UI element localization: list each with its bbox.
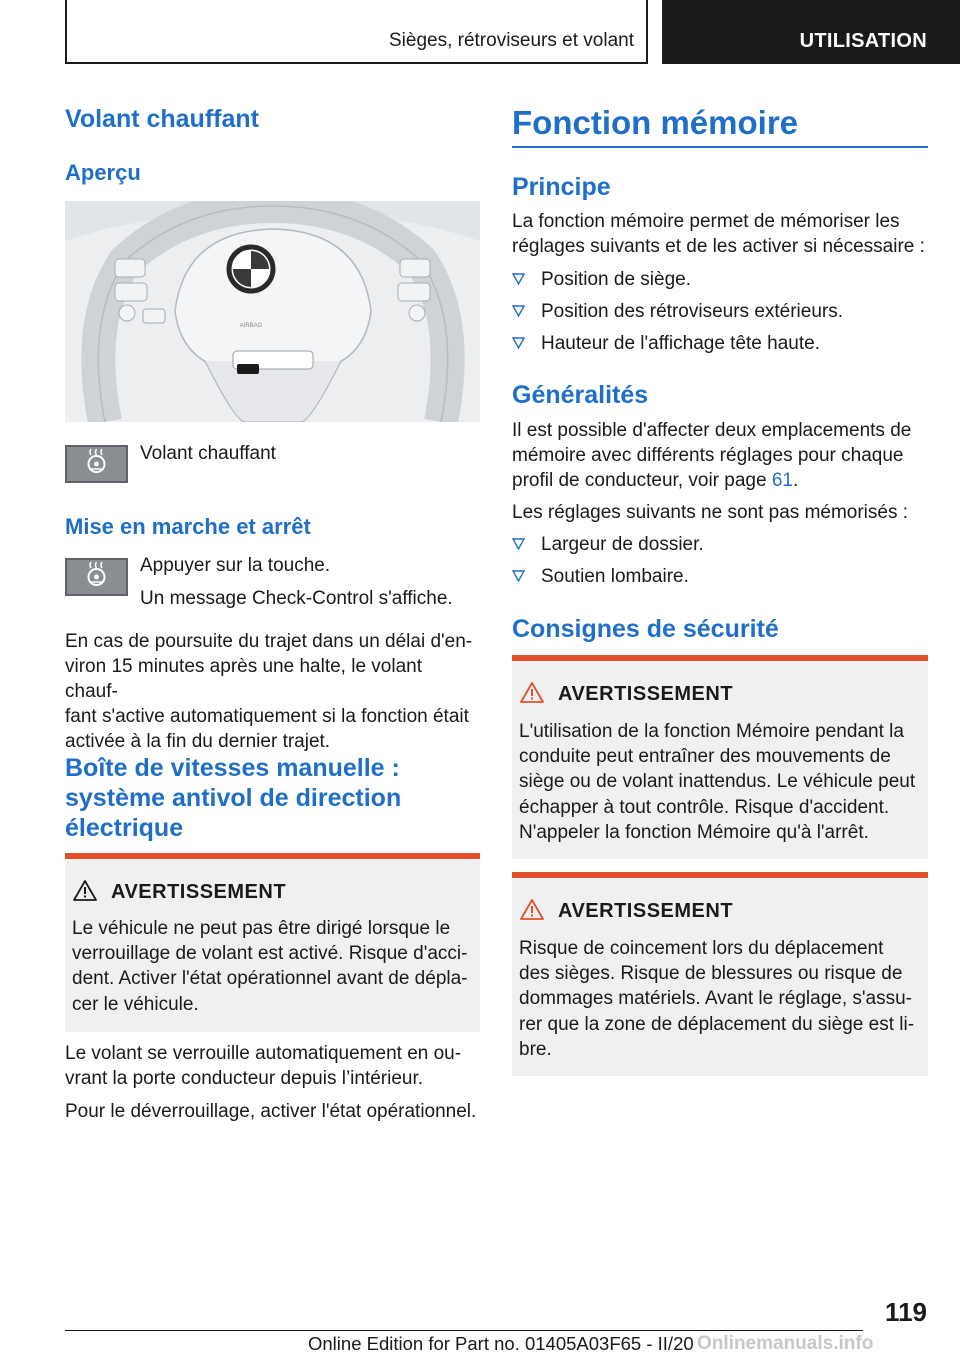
paragraph-line: En cas de poursuite du trajet dans un délai d'en-: [65, 631, 473, 652]
header-chapter-tab: [662, 0, 960, 64]
warning-box-antivol: [65, 853, 480, 1032]
paragraph-principe: [512, 209, 928, 259]
bullet-triangle-icon: [512, 538, 525, 550]
header-section-title: Sièges, rétroviseurs et volant: [388, 30, 634, 51]
paragraph-line: Il est possible d'affecter deux emplacements de: [512, 420, 912, 441]
list-item-text: Position des rétroviseurs extérieurs.: [541, 301, 844, 322]
warning-title: AVERTISSEMENT: [111, 881, 287, 903]
footer-rule: [65, 1330, 863, 1331]
warning-line: dent. Activer l'état opérationnel avant de dépla-: [72, 968, 468, 990]
heading-mise-en-marche: Mise en marche et arrêt: [65, 514, 311, 539]
header-section-box: [65, 0, 648, 64]
warning-triangle-icon: [73, 879, 97, 901]
heading-line: électrique: [65, 814, 184, 842]
paragraph-generalites: [512, 418, 928, 493]
paragraph-non-memorises: Les réglages suivants ne sont pas mémorisés :: [512, 502, 909, 523]
text-check-control: Un message Check-Control s'affiche.: [140, 588, 453, 609]
warning-line: des sièges. Risque de blessures ou risque de: [519, 963, 903, 985]
heading-consignes: Consignes de sécurité: [512, 615, 779, 643]
paragraph-line: viron 15 minutes après une halte, le volant chauf-: [65, 656, 422, 702]
heading-line: système antivol de direction: [65, 784, 402, 812]
heated-steering-wheel-key-icon: [65, 558, 128, 596]
steering-wheel-illustration: [65, 201, 480, 422]
heading-fonction-memoire: Fonction mémoire: [512, 104, 799, 141]
paragraph-line: fant s'active automatiquement si la fonction était: [65, 706, 469, 727]
warning-text: [72, 916, 472, 1017]
paragraph-text: .: [792, 470, 799, 491]
warning-line: Le véhicule ne peut pas être dirigé lorsque le: [72, 918, 451, 939]
page-number: 119: [885, 1297, 927, 1327]
warning-line: N'appeler la fonction Mémoire qu'à l'arrêt.: [519, 821, 869, 843]
bullet-triangle-icon: [512, 570, 525, 582]
warning-triangle-icon: [520, 681, 544, 703]
warning-title: AVERTISSEMENT: [558, 683, 734, 705]
warning-line: dommages matériels. Avant le réglage, s'assu-: [519, 988, 912, 1010]
paragraph-text: profil de conducteur, voir page: [512, 470, 772, 491]
heading-principe: Principe: [512, 173, 611, 201]
warning-line: bre.: [519, 1038, 552, 1060]
heading-apercu: Aperçu: [65, 160, 141, 185]
warning-line: L'utilisation de la fonction Mémoire pendant la: [519, 721, 904, 742]
warning-text: [519, 719, 919, 845]
list-item-text: Position de siège.: [541, 269, 691, 290]
steering-wheel-drawing: [65, 201, 480, 422]
list-item-text: Hauteur de l'affichage tête haute.: [541, 333, 820, 354]
paragraph-verrouille: [65, 1041, 480, 1091]
list-item-text: Soutien lombaire.: [541, 566, 689, 587]
warning-line: échapper à tout contrôle. Risque d'accident.: [519, 796, 890, 818]
footer-edition: Online Edition for Part no. 01405A03F65 - II/20: [308, 1333, 694, 1354]
heading-generalites: Généralités: [512, 381, 649, 409]
bullet-triangle-icon: [512, 273, 525, 285]
list-item-text: Largeur de dossier.: [541, 534, 704, 555]
page-61-link[interactable]: 61: [771, 470, 793, 491]
paragraph-line: La fonction mémoire permet de mémoriser les: [512, 211, 900, 232]
paragraph-line: vrant la porte conducteur depuis l’intérieur.: [65, 1068, 424, 1089]
paragraph-deverrouillage: Pour le déverrouillage, activer l'état opérationnel.: [65, 1101, 477, 1122]
footer-watermark: Onlinemanuals.info: [697, 1333, 874, 1354]
paragraph-line: mémoire avec différents réglages pour chaque: [512, 445, 904, 466]
paragraph-line: Le volant se verrouille automatiquement en ou-: [65, 1043, 462, 1064]
paragraph-line: réglages suivants et de les activer si nécessaire :: [512, 236, 925, 257]
caption-volant-chauffant: Volant chauffant: [140, 443, 276, 464]
warning-line: conduite peut entraîner des mouvements de: [519, 746, 891, 768]
airbag-label: AIRBAG: [239, 323, 263, 329]
warning-text: [519, 936, 919, 1062]
warning-line: siège ou de volant inattendus. Le véhicule peut: [519, 771, 916, 793]
warning-line: verrouillage de volant est activé. Risque d'acci-: [72, 943, 468, 965]
paragraph-poursuite: [65, 629, 480, 754]
bullet-triangle-icon: [512, 337, 525, 349]
heading-line: Boîte de vitesses manuelle :: [65, 754, 400, 782]
warning-line: Risque de coincement lors du déplacement: [519, 938, 884, 959]
bullet-triangle-icon: [512, 305, 525, 317]
paragraph-line: [512, 468, 928, 493]
heading-rule: [512, 146, 928, 148]
warning-line: cer le véhicule.: [72, 993, 199, 1015]
warning-box-memoire: [512, 655, 928, 859]
warning-title: AVERTISSEMENT: [558, 900, 734, 922]
warning-triangle-icon: [520, 898, 544, 920]
paragraph-line: activée à la fin du dernier trajet.: [65, 731, 331, 752]
text-appuyer-touche: Appuyer sur la touche.: [140, 555, 331, 576]
heading-boite-vitesses: [65, 753, 480, 843]
heading-volant-chauffant: Volant chauffant: [65, 105, 259, 133]
heated-steering-wheel-key-icon: [65, 445, 128, 483]
warning-box-coincement: [512, 872, 928, 1076]
warning-line: rer que la zone de déplacement du siège est li-: [519, 1013, 915, 1035]
header-chapter-title: UTILISATION: [799, 30, 927, 52]
